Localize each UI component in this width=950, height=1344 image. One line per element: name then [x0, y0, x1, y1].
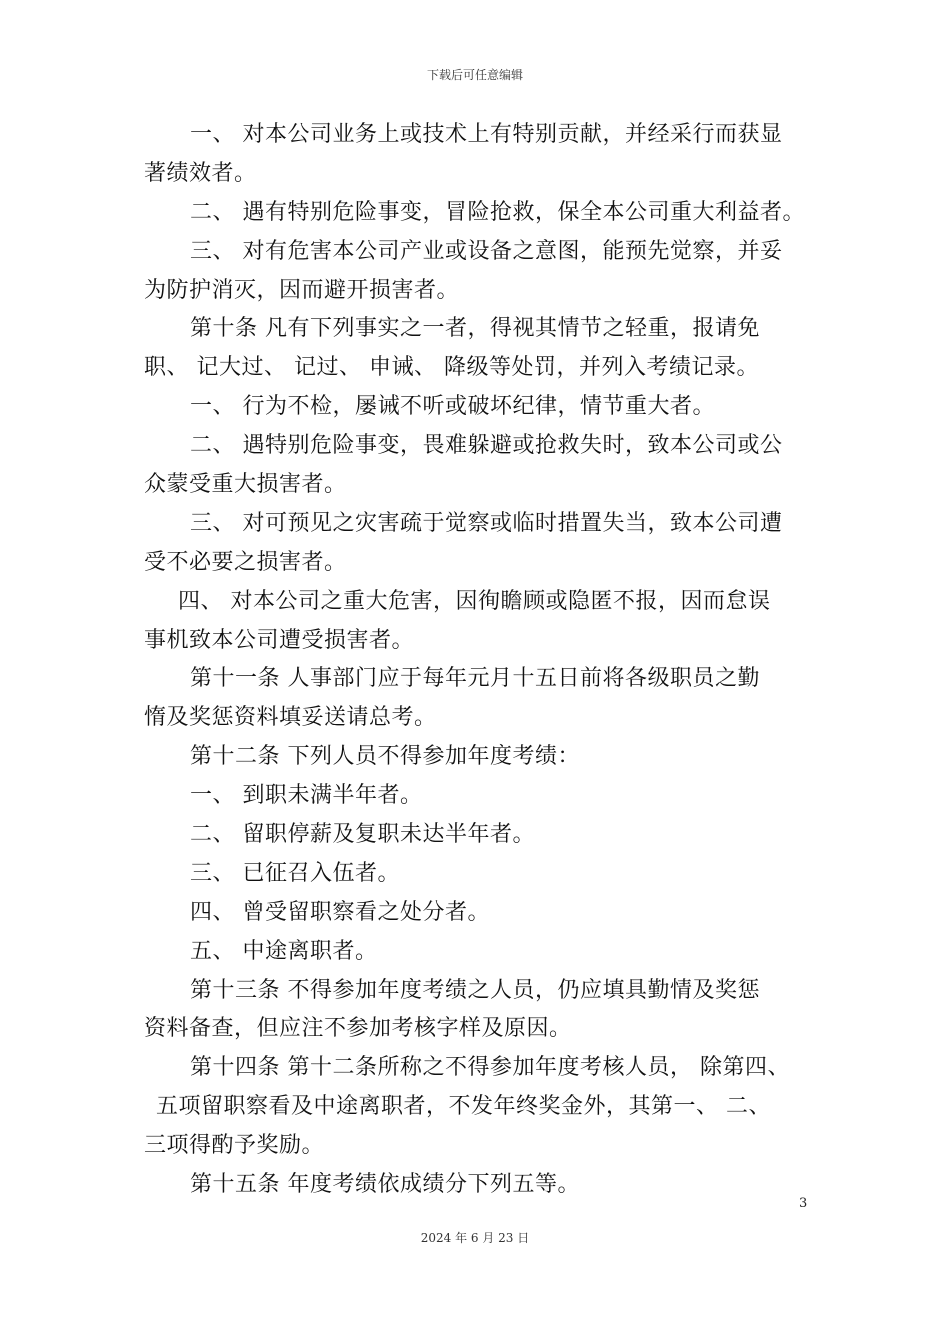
text-line: 一、 行为不检，屡诫不听或破坏纪律，情节重大者。	[190, 394, 715, 420]
text-line: 第十一条 人事部门应于每年元月十五日前将各级职员之勤	[190, 666, 760, 692]
text-line: 惰及奖惩资料填妥送请总考。	[144, 705, 437, 731]
text-line: 三、 已征召入伍者。	[190, 860, 400, 886]
text-line: 四、 曾受留职察看之处分者。	[190, 899, 490, 925]
text-line: 二、 留职停薪及复职未达半年者。	[190, 822, 535, 848]
text-line: 一、 对本公司业务上或技术上有特别贡献，并经采行而获显	[190, 122, 783, 147]
text-line: 五、 中途离职者。	[190, 938, 378, 964]
text-line: 受不必要之损害者。	[144, 549, 347, 575]
text-line: 为防护消灭，因而避开损害者。	[144, 277, 460, 303]
text-line: 第十三条 不得参加年度考绩之人员，仍应填具勤情及奖惩	[190, 977, 760, 1003]
document-body	[0, 116, 950, 1205]
page-header: 下载后可任意编辑	[426, 68, 523, 82]
text-line: 事机致本公司遭受损害者。	[144, 627, 415, 653]
text-line: 著绩效者。	[144, 160, 257, 186]
text-line: 众蒙受重大损害者。	[144, 472, 347, 498]
text-line: 五项留职察看及中途离职者，不发年终奖金外，其第一、 二、	[156, 1094, 771, 1120]
text-line: 四、 对本公司之重大危害，因徇瞻顾或隐匿不报，因而怠误	[178, 588, 771, 614]
text-line: 第十条 凡有下列事实之一者，得视其情节之轻重，报请免	[190, 316, 760, 342]
text-line: 一、 到职未满半年者。	[190, 783, 423, 809]
text-line: 第十五条 年度考绩依成绩分下列五等。	[190, 1172, 580, 1198]
text-line: 三、 对可预见之灾害疏于觉察或临时措置失当，致本公司遭	[190, 510, 783, 536]
page-number: 3	[799, 1196, 808, 1211]
text-line: 三项得酌予奖励。	[144, 1133, 325, 1159]
text-line: 第十四条 第十二条所称之不得参加年度考核人员， 除第四、	[190, 1055, 790, 1081]
page-footer-date: 2024 年 6 月 23 日	[420, 1231, 530, 1245]
text-line: 二、 遇有特别危险事变，冒险抢救，保全本公司重大利益者。	[190, 199, 805, 225]
text-line: 三、 对有危害本公司产业或设备之意图，能预先觉察，并妥	[190, 238, 783, 264]
text-line: 资料备查，但应注不参加考核字样及原因。	[144, 1016, 572, 1042]
text-line: 二、 遇特别危险事变，畏难躲避或抢救失时，致本公司或公	[190, 433, 783, 459]
text-line: 职、 记大过、 记过、 申诫、 降级等处罚，并列入考绩记录。	[144, 355, 759, 381]
text-line: 第十二条 下列人员不得参加年度考绩：	[190, 744, 580, 770]
